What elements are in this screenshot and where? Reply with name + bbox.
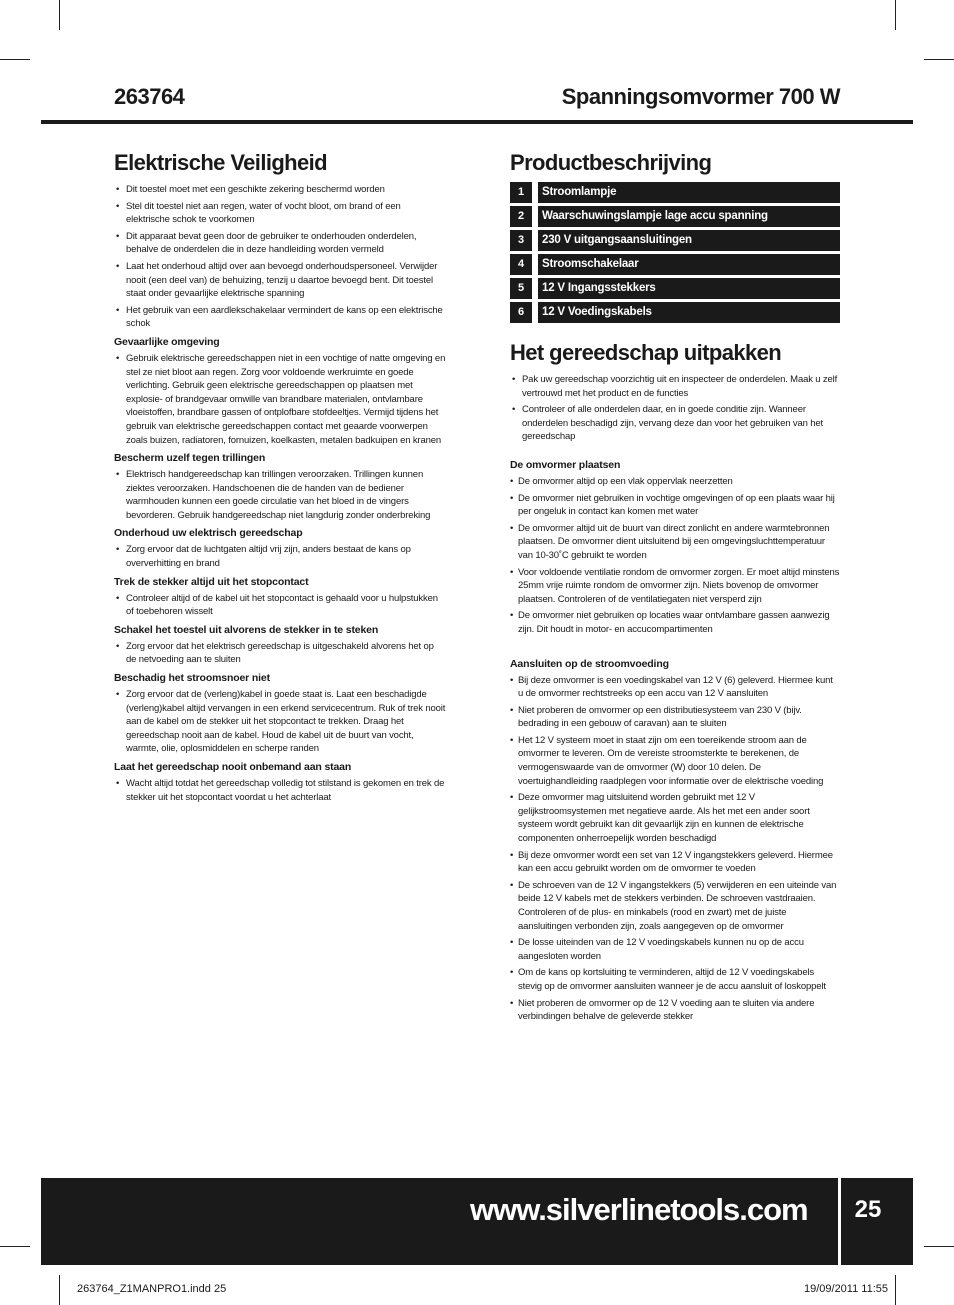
- intro-bullet-list: [114, 183, 446, 331]
- list-item: • De schroeven van de 12 V ingangstekkers (5) verwijderen en een uiteinde van beide 12 V kabels met de stekkers verbinden. De schroeven vastdraaien. Controleren of de plus- en minkabels (rood en zwart) met de juiste aansluitingen verbonden zijn, zoals aangegeven op de omvormer: [510, 879, 840, 933]
- list-item: • De losse uiteinden van de 12 V voedingskabels kunnen nu op de accu aangesloten worden: [510, 936, 840, 963]
- subheading: Schakel het toestel uit alvorens de stekker in te steken: [114, 623, 379, 636]
- subheading: Laat het gereedschap nooit onbemand aan staan: [114, 761, 352, 773]
- slug-filename: 263764_Z1MANPRO1.indd 25: [77, 1283, 227, 1295]
- list-item: • Het gebruik van een aardlekschakelaar vermindert de kans op een elektrische schok: [114, 304, 446, 331]
- part-number: 6: [510, 302, 532, 323]
- placement-bullet-list: [510, 475, 840, 637]
- footer-website-link[interactable]: www.silverlinetools.com: [470, 1192, 808, 1227]
- product-part-row: [510, 182, 840, 203]
- list-item: • Wacht altijd totdat het gereedschap volledig tot stilstand is gekomen en trek de stekker uit het stopcontact voordat u het achterlaat: [114, 777, 446, 804]
- section-title-electrical-safety: Elektrische Veiligheid: [114, 150, 328, 175]
- product-part-row: [510, 254, 840, 275]
- part-label: 12 V Ingangsstekkers: [538, 278, 840, 299]
- list-item: • Niet proberen de omvormer op de 12 V voeding aan te sluiten via andere verbindingen behalve de geleverde stekker: [510, 997, 840, 1024]
- product-title: Spanningsomvormer 700 W: [561, 84, 840, 109]
- list-item: • Stel dit toestel niet aan regen, water of vocht bloot, om brand of een elektrische schok te voorkomen: [114, 200, 446, 227]
- list-item: • Gebruik elektrische gereedschappen niet in een vochtige of natte omgeving en stel ze niet bloot aan regen. Zorg voor voldoende werkruimte en goede verlichting. Gebruik geen elektrische gereedschappen op plaatsen met explosie- of brandgevaar omwille van brandbare materialen, ontvlambare vloeistoffen, brandbare gassen of ontplofbare stofdeeltjes. Vermijd tijdens het gebruik van elektrische gereedschappen contact met geaarde voorwerpen zoals buizen, radiatoren, fornuizen, koelkasten, metalen badkuipen en kranen: [114, 352, 446, 447]
- safety-sections: [114, 335, 446, 804]
- product-parts-table: [510, 182, 840, 323]
- crop-mark: [924, 1246, 954, 1247]
- list-item: • Zorg ervoor dat de (verleng)kabel in goede staat is. Laat een beschadigde (verleng)kabel altijd vervangen in een erkend servicecentrum. Ruk of trek nooit aan de kabel om de stekker uit het stopcontact te trekken. Draag het gereedschap nooit aan de kabel. Houd de kabel uit de buurt van vocht, warmte, olie, oplosmiddelen en scherpe randen: [114, 688, 446, 756]
- list-item: • De omvormer niet gebruiken op locaties waar ontvlambare gassen aanwezig zijn. Dit houdt in motor- en accucompartimenten: [510, 609, 840, 636]
- list-item: • Om de kans op kortsluiting te verminderen, altijd de 12 V voedingskabels stevig op de omvormer aansluiten wanneer je de accu aansluit of loskoppelt: [510, 966, 840, 993]
- list-item: • Zorg ervoor dat de luchtgaten altijd vrij zijn, anders bestaat de kans op oververhitting en brand: [114, 543, 446, 570]
- subheading: Onderhoud uw elektrisch gereedschap: [114, 527, 303, 540]
- list-item: • Dit toestel moet met een geschikte zekering beschermd worden: [114, 183, 446, 197]
- list-item: • Controleer of alle onderdelen daar, en in goede conditie zijn. Wanneer onderdelen beschadigd zijn, vervang deze dan voor het gebruiken van het gereedschap: [510, 403, 840, 444]
- left-column: [114, 146, 446, 804]
- subheading: Gevaarlijke omgeving: [114, 335, 220, 348]
- list-item: • De omvormer altijd op een vlak oppervlak neerzetten: [510, 475, 840, 489]
- right-column: [510, 146, 840, 1024]
- subheading: Bescherm uzelf tegen trillingen: [114, 452, 266, 465]
- part-label: 230 V uitgangsaansluitingen: [538, 230, 840, 251]
- list-item: • Bij deze omvormer is een voedingskabel van 12 V (6) geleverd. Hiermee kunt u de omvormer rechtstreeks op een accu van 12 V aansluiten: [510, 674, 840, 701]
- part-label: 12 V Voedingskabels: [538, 302, 840, 323]
- subheading-connect: Aansluiten op de stroomvoeding: [510, 657, 669, 670]
- part-number: 4: [510, 254, 532, 275]
- list-item: • Dit apparaat bevat geen door de gebruiker te onderhouden onderdelen, behalve de onderdelen die in deze handleiding worden vermeld: [114, 230, 446, 257]
- subheading: Beschadig het stroomsnoer niet: [114, 672, 270, 685]
- list-item: • Elektrisch handgereedschap kan trillingen veroorzaken. Trillingen kunnen ziektes veroorzaken. Handschoenen die de handen van de bediener warmhouden kunnen een goede circulatie van het bloed in de vingers bevorderen. Gebruik handgereedschap niet langdurig zonder onderbreking: [114, 468, 446, 522]
- page-number: 25: [854, 1196, 882, 1223]
- product-part-row: [510, 230, 840, 251]
- section-title-unpacking: Het gereedschap uitpakken: [510, 340, 782, 365]
- part-label: Stroomlampje: [538, 182, 840, 203]
- bullet-list: [114, 352, 446, 447]
- subheading-placement: De omvormer plaatsen: [510, 458, 621, 471]
- part-label: Stroomschakelaar: [538, 254, 840, 275]
- list-item: • Pak uw gereedschap voorzichtig uit en inspecteer de onderdelen. Maak u zelf vertrouwd met het product en de functies: [510, 373, 840, 400]
- product-code: 263764: [114, 84, 185, 109]
- crop-mark: [924, 59, 954, 60]
- part-number: 2: [510, 206, 532, 227]
- connect-bullet-list: [510, 674, 840, 1024]
- bullet-list: [114, 688, 446, 756]
- bullet-list: [114, 640, 446, 667]
- section-title-product-description: Productbeschrijving: [510, 150, 712, 175]
- unpack-bullet-list: [510, 373, 840, 444]
- list-item: • Niet proberen de omvormer op een distributiesysteem van 230 V (bijv. bedrading in een gebouw of caravan) aan te sluiten: [510, 704, 840, 731]
- list-item: • Laat het onderhoud altijd over aan bevoegd onderhoudspersoneel. Verwijder nooit (een deel van) de behuizing, tenzij u daartoe bevoegd bent. Dit toestel staat onder gevaarlijke elektrische spanning: [114, 260, 446, 301]
- part-number: 5: [510, 278, 532, 299]
- crop-mark: [0, 59, 30, 60]
- list-item: • Bij deze omvormer wordt een set van 12 V ingangstekkers geleverd. Hiermee kan een accu gebruikt worden om de omvormer te voeden: [510, 849, 840, 876]
- list-item: • Het 12 V systeem moet in staat zijn om een toereikende stroom aan de omvormer te leveren. Om de vereiste stroomsterkte te berekenen, de vermogenswaarde van de omvormer (W) door 10 delen. De voertuighandleiding raadplegen voor informatie over de elektrische voeding: [510, 734, 840, 788]
- list-item: • Deze omvormer mag uitsluitend worden gebruikt met 12 V gelijkstroomsystemen met negatieve aarde. Als het met een ander soort systeem wordt gebruikt kan dit gevaarlijk zijn en kunnen de elektrische componenten onherroepelijk worden beschadigd: [510, 791, 840, 845]
- part-label: Waarschuwingslampje lage accu spanning: [538, 206, 840, 227]
- product-part-row: [510, 302, 840, 323]
- bullet-list: [114, 777, 446, 804]
- subheading: Trek de stekker altijd uit het stopcontact: [114, 575, 309, 588]
- bullet-list: [114, 468, 446, 522]
- product-part-row: [510, 206, 840, 227]
- list-item: • Controleer altijd of de kabel uit het stopcontact is gehaald voor u hulpstukken of toebehoren wisselt: [114, 592, 446, 619]
- part-number: 1: [510, 182, 532, 203]
- bullet-list: [114, 543, 446, 570]
- bullet-list: [114, 592, 446, 619]
- list-item: • De omvormer niet gebruiken in vochtige omgevingen of op een plaats waar hij per ongeluk in contact kan komen met water: [510, 492, 840, 519]
- header-rule: [41, 120, 913, 124]
- slug-datetime: 19/09/2011 11:55: [803, 1283, 888, 1295]
- part-number: 3: [510, 230, 532, 251]
- crop-mark: [59, 1275, 60, 1305]
- list-item: • De omvormer altijd uit de buurt van direct zonlicht en andere warmtebronnen plaatsen. De omvormer dient uitsluitend bij een omgevingsluchttemperatuur van 10-30˚C gebruikt te worden: [510, 522, 840, 563]
- list-item: • Voor voldoende ventilatie rondom de omvormer zorgen. Er moet altijd minstens 25mm vrije ruimte rondom de omvormer zijn. Niets bovenop de omvormer plaatsen. Controleren of de ventilatiegaten niet versperd zijn: [510, 566, 840, 607]
- list-item: • Zorg ervoor dat het elektrisch gereedschap is uitgeschakeld alvorens het op de netvoeding aan te sluiten: [114, 640, 446, 667]
- crop-mark: [895, 0, 896, 30]
- product-part-row: [510, 278, 840, 299]
- crop-mark: [0, 1246, 30, 1247]
- crop-mark: [895, 1275, 896, 1305]
- crop-mark: [59, 0, 60, 30]
